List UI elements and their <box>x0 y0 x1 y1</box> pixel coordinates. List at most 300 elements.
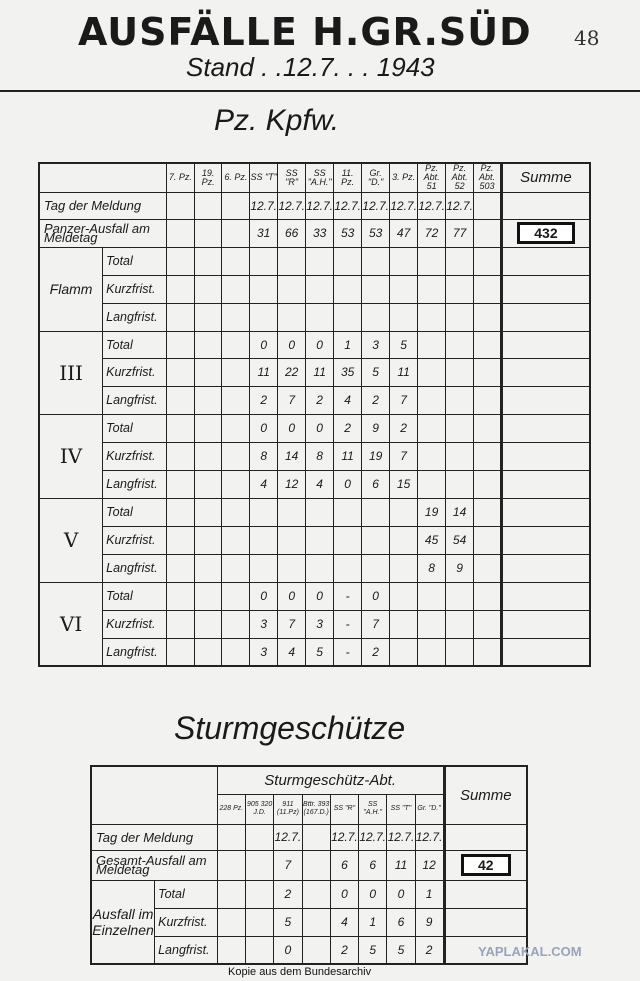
loss-value <box>362 526 390 554</box>
ausfall-value <box>166 219 194 247</box>
sub-label: Langfrist. <box>103 303 167 331</box>
loss-value: 15 <box>390 470 418 498</box>
ausfall-value: 53 <box>334 219 362 247</box>
group-row <box>39 554 590 582</box>
ausfall-value <box>245 850 273 880</box>
unit-header: Gr. "D." <box>362 163 390 192</box>
sub-label: Kurzfrist. <box>103 610 167 638</box>
unit-header: 19. Pz. <box>194 163 222 192</box>
sum-cell <box>444 908 527 936</box>
report-date: Stand . .12.7. . . 1943 <box>186 52 435 82</box>
ausfall-value: 6 <box>359 850 387 880</box>
loss-value <box>194 331 222 358</box>
loss-value <box>194 470 222 498</box>
loss-value <box>194 554 222 582</box>
panzer-header-row <box>39 163 590 192</box>
meldung-value: 12.7. <box>250 192 278 219</box>
loss-value <box>474 526 502 554</box>
loss-value: 5 <box>306 638 334 666</box>
loss-value <box>446 247 474 275</box>
panzer-table <box>38 162 591 667</box>
sum-cell <box>501 638 590 666</box>
sum-cell <box>501 498 590 526</box>
meldung-value: 12.7. <box>362 192 390 219</box>
loss-value <box>194 442 222 470</box>
loss-value: 0 <box>330 880 358 908</box>
loss-value <box>474 610 502 638</box>
loss-value <box>446 638 474 666</box>
loss-value <box>166 331 194 358</box>
sum-header: Summe <box>501 163 590 192</box>
group-label: V <box>39 498 103 582</box>
sum-cell <box>501 247 590 275</box>
loss-value <box>418 610 446 638</box>
meldung-value: 12.7. <box>415 824 444 850</box>
detail-row <box>91 936 527 964</box>
loss-value <box>302 880 330 908</box>
loss-value <box>250 498 278 526</box>
loss-value <box>334 554 362 582</box>
loss-value: 11 <box>390 358 418 386</box>
loss-value: 0 <box>274 936 302 964</box>
unit-header: 905 320 J.D. <box>245 794 273 824</box>
loss-value: 7 <box>278 610 306 638</box>
loss-value <box>390 275 418 303</box>
loss-value <box>474 554 502 582</box>
meldung-value <box>245 824 273 850</box>
loss-value <box>418 386 446 414</box>
loss-value <box>446 414 474 442</box>
loss-value <box>390 526 418 554</box>
loss-value: 3 <box>306 610 334 638</box>
loss-value: 6 <box>387 908 415 936</box>
ausfall-value: 33 <box>306 219 334 247</box>
group-row <box>39 414 590 442</box>
loss-value: 0 <box>306 414 334 442</box>
loss-value <box>446 331 474 358</box>
ausfall-value: 66 <box>278 219 306 247</box>
meldung-value: 12.7. <box>390 192 418 219</box>
loss-value: 2 <box>250 386 278 414</box>
loss-value <box>222 498 250 526</box>
corner-cell <box>91 766 217 824</box>
loss-value <box>217 880 245 908</box>
loss-value <box>222 303 250 331</box>
sum-cell <box>501 192 590 219</box>
ausfall-sum-cell <box>501 219 590 247</box>
loss-value <box>222 470 250 498</box>
loss-value <box>166 247 194 275</box>
loss-value: 4 <box>250 470 278 498</box>
loss-value: 2 <box>274 880 302 908</box>
sum-cell <box>501 610 590 638</box>
loss-value: 14 <box>446 498 474 526</box>
loss-value <box>166 442 194 470</box>
loss-value <box>222 442 250 470</box>
loss-value: 19 <box>362 442 390 470</box>
loss-value <box>390 638 418 666</box>
header-divider <box>0 90 640 92</box>
detail-row <box>91 880 527 908</box>
loss-value <box>222 386 250 414</box>
loss-value <box>302 936 330 964</box>
unit-header: SS "T" <box>387 794 415 824</box>
group-row <box>39 498 590 526</box>
loss-value <box>166 526 194 554</box>
meldung-value <box>302 824 330 850</box>
loss-value: 0 <box>362 582 390 610</box>
loss-value: 45 <box>418 526 446 554</box>
loss-value <box>418 582 446 610</box>
loss-value: 0 <box>250 331 278 358</box>
loss-value <box>474 386 502 414</box>
meldung-value: 12.7. <box>330 824 358 850</box>
watermark: YAPLAKAL.COM <box>478 944 582 959</box>
loss-value: 0 <box>387 880 415 908</box>
group-label: VI <box>39 582 103 666</box>
loss-value <box>194 582 222 610</box>
unit-header: 3. Pz. <box>390 163 418 192</box>
loss-value: 7 <box>390 442 418 470</box>
loss-value <box>418 275 446 303</box>
loss-value <box>217 936 245 964</box>
loss-value <box>194 498 222 526</box>
loss-value <box>250 275 278 303</box>
meldung-value <box>217 824 245 850</box>
loss-value: 0 <box>306 582 334 610</box>
loss-value: 11 <box>250 358 278 386</box>
sub-label: Total <box>103 247 167 275</box>
loss-value: 3 <box>250 638 278 666</box>
ausfall-value <box>217 850 245 880</box>
page-number: 48 <box>574 26 600 50</box>
loss-value <box>278 275 306 303</box>
ausfall-value <box>302 850 330 880</box>
group-row <box>39 582 590 610</box>
sum-cell <box>501 554 590 582</box>
unit-header: SS "A.H." <box>359 794 387 824</box>
loss-value <box>474 638 502 666</box>
detail-row <box>91 908 527 936</box>
loss-value <box>474 358 502 386</box>
sub-label: Total <box>155 880 218 908</box>
ausfall-value: 7 <box>274 850 302 880</box>
loss-value <box>250 554 278 582</box>
meldung-value <box>166 192 194 219</box>
loss-value <box>362 275 390 303</box>
loss-value <box>194 414 222 442</box>
loss-value <box>194 638 222 666</box>
loss-value <box>194 275 222 303</box>
meldung-value: 12.7. <box>418 192 446 219</box>
loss-value: 6 <box>362 470 390 498</box>
loss-value: 2 <box>362 386 390 414</box>
loss-value: 0 <box>250 582 278 610</box>
sub-label: Langfrist. <box>103 470 167 498</box>
loss-value <box>222 275 250 303</box>
loss-value <box>474 303 502 331</box>
sum-cell <box>501 582 590 610</box>
sum-cell <box>444 824 527 850</box>
loss-value: 5 <box>390 331 418 358</box>
loss-value: 5 <box>387 936 415 964</box>
loss-value <box>306 247 334 275</box>
sub-label: Kurzfrist. <box>155 908 218 936</box>
ausfall-value: 53 <box>362 219 390 247</box>
loss-value: 0 <box>278 414 306 442</box>
unit-header: 911 (11.Pz) <box>274 794 302 824</box>
loss-value <box>306 526 334 554</box>
sum-cell <box>501 331 590 358</box>
loss-value <box>166 470 194 498</box>
loss-value: 0 <box>359 880 387 908</box>
ausfall-label: Panzer-Ausfall am Meldetag <box>39 219 166 247</box>
meldung-value: 12.7. <box>387 824 415 850</box>
sub-label: Kurzfrist. <box>103 275 167 303</box>
ausfall-value: 72 <box>418 219 446 247</box>
group-row <box>39 442 590 470</box>
loss-value <box>418 331 446 358</box>
ausfall-value: 77 <box>446 219 474 247</box>
loss-value <box>222 582 250 610</box>
loss-value <box>390 610 418 638</box>
unit-header: SS "R" <box>330 794 358 824</box>
panzer-heading: Pz. Kpfw. <box>214 104 340 137</box>
loss-value <box>194 610 222 638</box>
meldung-value: 12.7. <box>274 824 302 850</box>
ausfall-value: 31 <box>250 219 278 247</box>
ausfall-value: 47 <box>390 219 418 247</box>
loss-value <box>390 554 418 582</box>
ausfall-row <box>39 219 590 247</box>
loss-value: 35 <box>334 358 362 386</box>
loss-value: 0 <box>278 331 306 358</box>
loss-value: - <box>334 582 362 610</box>
sub-label: Langfrist. <box>103 554 167 582</box>
loss-value: 4 <box>330 908 358 936</box>
meldung-value <box>194 192 222 219</box>
unit-header: Bttr. 393 (167.D.) <box>302 794 330 824</box>
loss-value <box>245 936 273 964</box>
loss-value <box>166 303 194 331</box>
loss-value <box>446 582 474 610</box>
group-row <box>39 303 590 331</box>
loss-value: 5 <box>359 936 387 964</box>
loss-value <box>334 303 362 331</box>
loss-value: 2 <box>330 936 358 964</box>
loss-value <box>166 386 194 414</box>
loss-value: 9 <box>446 554 474 582</box>
loss-value: 7 <box>278 386 306 414</box>
loss-value: 1 <box>359 908 387 936</box>
loss-value: - <box>334 610 362 638</box>
loss-value: 3 <box>250 610 278 638</box>
loss-value <box>250 526 278 554</box>
loss-value <box>306 498 334 526</box>
loss-value <box>446 275 474 303</box>
loss-value <box>166 582 194 610</box>
sub-label: Kurzfrist. <box>103 526 167 554</box>
group-row <box>39 331 590 358</box>
meldung-row <box>39 192 590 219</box>
loss-value: 0 <box>278 582 306 610</box>
unit-header: Gr. "D." <box>415 794 444 824</box>
loss-value <box>418 414 446 442</box>
meldung-value: 12.7. <box>306 192 334 219</box>
meldung-value: 12.7. <box>446 192 474 219</box>
loss-value <box>194 247 222 275</box>
unit-header: Pz. Abt. 52 <box>446 163 474 192</box>
group-row <box>39 247 590 275</box>
loss-value <box>446 303 474 331</box>
loss-value <box>418 247 446 275</box>
unit-header: SS "R" <box>278 163 306 192</box>
meldung-value <box>474 192 502 219</box>
loss-value: 8 <box>306 442 334 470</box>
loss-value <box>222 414 250 442</box>
loss-value: 0 <box>334 470 362 498</box>
unit-header: Pz. Abt. 503 <box>474 163 502 192</box>
sub-label: Kurzfrist. <box>103 442 167 470</box>
group-row <box>39 526 590 554</box>
loss-value: 2 <box>334 414 362 442</box>
loss-value <box>166 554 194 582</box>
loss-value: 2 <box>415 936 444 964</box>
loss-value: 54 <box>446 526 474 554</box>
loss-value <box>418 470 446 498</box>
loss-value <box>334 247 362 275</box>
loss-value <box>446 470 474 498</box>
loss-value <box>474 470 502 498</box>
sub-label: Kurzfrist. <box>103 358 167 386</box>
unit-header: SS "T" <box>250 163 278 192</box>
loss-value <box>194 358 222 386</box>
loss-value <box>418 303 446 331</box>
loss-value <box>474 442 502 470</box>
loss-value <box>390 247 418 275</box>
stug-group-header: Sturmgeschütz-Abt. <box>217 766 444 794</box>
meldung-label: Tag der Meldung <box>91 824 217 850</box>
meldung-value: 12.7. <box>359 824 387 850</box>
sub-label: Langfrist. <box>103 386 167 414</box>
loss-value <box>222 526 250 554</box>
loss-value <box>474 275 502 303</box>
loss-value: 14 <box>278 442 306 470</box>
loss-value <box>334 498 362 526</box>
unit-header: 11. Pz. <box>334 163 362 192</box>
meldung-value <box>222 192 250 219</box>
loss-value <box>278 498 306 526</box>
loss-value <box>194 303 222 331</box>
sum-cell <box>501 275 590 303</box>
unit-header: Pz. Abt. 51 <box>418 163 446 192</box>
loss-value <box>222 358 250 386</box>
ausfall-value: 11 <box>387 850 415 880</box>
loss-value <box>418 442 446 470</box>
loss-value <box>474 582 502 610</box>
loss-value: 11 <box>306 358 334 386</box>
unit-header: SS "A.H." <box>306 163 334 192</box>
sub-label: Langfrist. <box>155 936 218 964</box>
loss-value <box>222 610 250 638</box>
sum-cell <box>501 470 590 498</box>
sturmgeschuetze-heading: Sturmgeschütze <box>174 710 406 746</box>
unit-header: 6. Pz. <box>222 163 250 192</box>
loss-value <box>194 526 222 554</box>
loss-value: 7 <box>362 610 390 638</box>
loss-value: 0 <box>250 414 278 442</box>
loss-value <box>306 303 334 331</box>
loss-value <box>278 554 306 582</box>
loss-value <box>474 247 502 275</box>
group-row <box>39 386 590 414</box>
ausfall-sum: 432 <box>517 222 574 244</box>
meldung-value: 12.7. <box>334 192 362 219</box>
loss-value <box>362 498 390 526</box>
loss-value <box>474 414 502 442</box>
unit-header: 7. Pz. <box>166 163 194 192</box>
meldung-row <box>91 824 527 850</box>
loss-value: 4 <box>306 470 334 498</box>
loss-value: 1 <box>415 880 444 908</box>
loss-value <box>245 880 273 908</box>
loss-value <box>166 275 194 303</box>
loss-value: 2 <box>390 414 418 442</box>
archive-note: Kopie aus dem Bundesarchiv <box>228 966 372 978</box>
loss-value: 5 <box>362 358 390 386</box>
loss-value <box>166 358 194 386</box>
loss-value: 9 <box>415 908 444 936</box>
loss-value: 7 <box>390 386 418 414</box>
ausfall-value <box>474 219 502 247</box>
loss-value <box>166 610 194 638</box>
loss-value <box>306 554 334 582</box>
group-label: Flamm <box>39 247 103 331</box>
loss-value: 12 <box>278 470 306 498</box>
loss-value: 8 <box>418 554 446 582</box>
loss-value <box>446 442 474 470</box>
loss-value <box>334 275 362 303</box>
sub-label: Langfrist. <box>103 638 167 666</box>
loss-value <box>302 908 330 936</box>
group-row <box>39 610 590 638</box>
group-row <box>39 358 590 386</box>
loss-value <box>166 638 194 666</box>
loss-value: 0 <box>306 331 334 358</box>
loss-value <box>362 247 390 275</box>
ausfall-sum: 42 <box>461 854 511 876</box>
loss-value: 3 <box>362 331 390 358</box>
loss-value <box>245 908 273 936</box>
loss-value <box>474 498 502 526</box>
ausfall-value <box>194 219 222 247</box>
meldung-value: 12.7. <box>278 192 306 219</box>
loss-value: 4 <box>278 638 306 666</box>
loss-value <box>390 498 418 526</box>
loss-value <box>217 908 245 936</box>
loss-value <box>194 386 222 414</box>
loss-value <box>278 303 306 331</box>
loss-value <box>362 303 390 331</box>
loss-value <box>446 386 474 414</box>
group-row <box>39 470 590 498</box>
sub-label: Total <box>103 331 167 358</box>
loss-value <box>278 247 306 275</box>
ausfall-value: 12 <box>415 850 444 880</box>
sum-cell <box>501 442 590 470</box>
sum-cell <box>501 414 590 442</box>
stug-group-header-row <box>91 766 527 794</box>
